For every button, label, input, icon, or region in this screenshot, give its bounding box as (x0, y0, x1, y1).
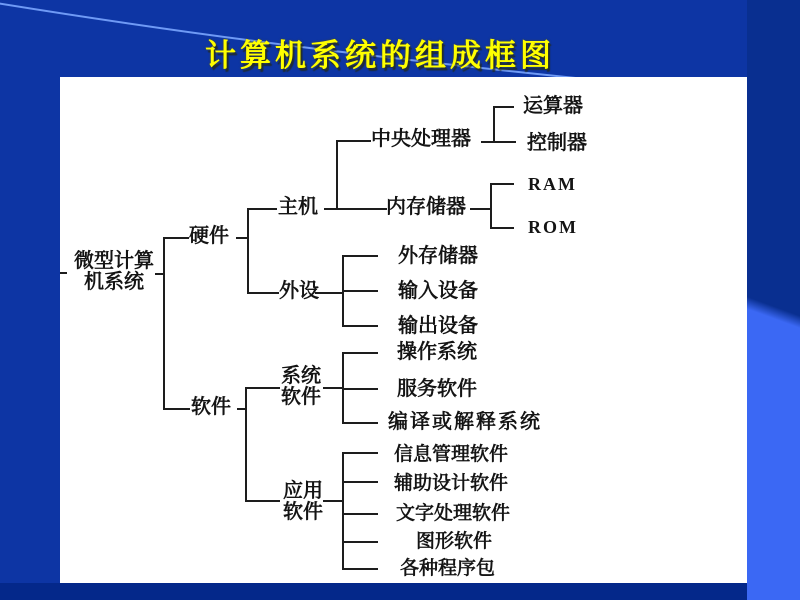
connector-line (342, 422, 378, 424)
node-system-software-line2: 软件 (281, 386, 321, 408)
connector-line (342, 481, 378, 483)
connector-line (490, 183, 514, 185)
connector-line (342, 255, 378, 257)
node-host: 主机 (278, 196, 318, 218)
connector-line (245, 387, 280, 389)
connector-line (342, 541, 378, 543)
connector-line (342, 452, 344, 570)
connector-line (490, 227, 514, 229)
node-rom: ROM (528, 217, 578, 237)
connector-line (493, 106, 514, 108)
node-controller: 控制器 (527, 132, 587, 154)
node-root-line2: 机系统 (84, 271, 144, 293)
connector-line (342, 388, 378, 390)
node-cpu: 中央处理器 (371, 128, 471, 150)
connector-line (342, 352, 378, 354)
node-hardware: 硬件 (189, 225, 229, 247)
node-input-devices: 输入设备 (398, 280, 478, 302)
node-external-storage: 外存储器 (398, 245, 478, 267)
connector-line (247, 292, 279, 294)
node-graphics-software: 图形软件 (416, 531, 493, 552)
diagram-panel (60, 77, 747, 583)
title-area (0, 30, 760, 75)
connector-line (493, 141, 516, 143)
node-ram: RAM (528, 174, 577, 194)
node-word-processing: 文字处理软件 (396, 503, 511, 524)
node-root-line1: 微型计算 (74, 250, 154, 272)
connector-line (245, 500, 280, 502)
node-peripherals: 外设 (279, 280, 319, 302)
node-program-packages: 各种程序包 (400, 558, 496, 579)
connector-line (490, 183, 492, 229)
connector-line (163, 408, 190, 410)
connector-line (342, 513, 378, 515)
node-operating-system: 操作系统 (397, 341, 477, 363)
connector-line (323, 500, 343, 502)
node-alu: 运算器 (523, 95, 583, 117)
node-aided-design: 辅助设计软件 (394, 473, 509, 494)
node-root-microcomputer-system (62, 251, 166, 293)
node-application-software-line1: 应用 (283, 480, 323, 502)
connector-line (336, 140, 371, 142)
node-application-software (282, 481, 324, 523)
connector-line (470, 208, 491, 210)
connector-line (336, 208, 387, 210)
node-software: 软件 (191, 396, 231, 418)
connector-line (247, 208, 277, 210)
connector-line (315, 292, 343, 294)
slide-title: 计算机系统的组成框图 (205, 38, 555, 73)
bottom-bar (0, 583, 747, 600)
connector-line (163, 237, 189, 239)
node-service-software: 服务软件 (397, 378, 477, 400)
node-system-software-line1: 系统 (281, 365, 321, 387)
node-compiler-interpreter: 编译或解释系统 (388, 411, 542, 433)
connector-line (342, 568, 378, 570)
connector-line (323, 387, 343, 389)
connector-line (342, 325, 378, 327)
connector-line (342, 452, 378, 454)
connector-line (493, 106, 495, 143)
node-output-devices: 输出设备 (398, 315, 478, 337)
node-application-software-line2: 软件 (283, 501, 323, 523)
node-memory: 内存储器 (386, 196, 466, 218)
right-accent-band (747, 0, 800, 600)
connector-line (336, 140, 338, 210)
connector-line (247, 208, 249, 294)
connector-line (245, 387, 247, 502)
node-system-software (280, 366, 322, 408)
node-info-management: 信息管理软件 (394, 444, 509, 465)
connector-line (342, 290, 378, 292)
